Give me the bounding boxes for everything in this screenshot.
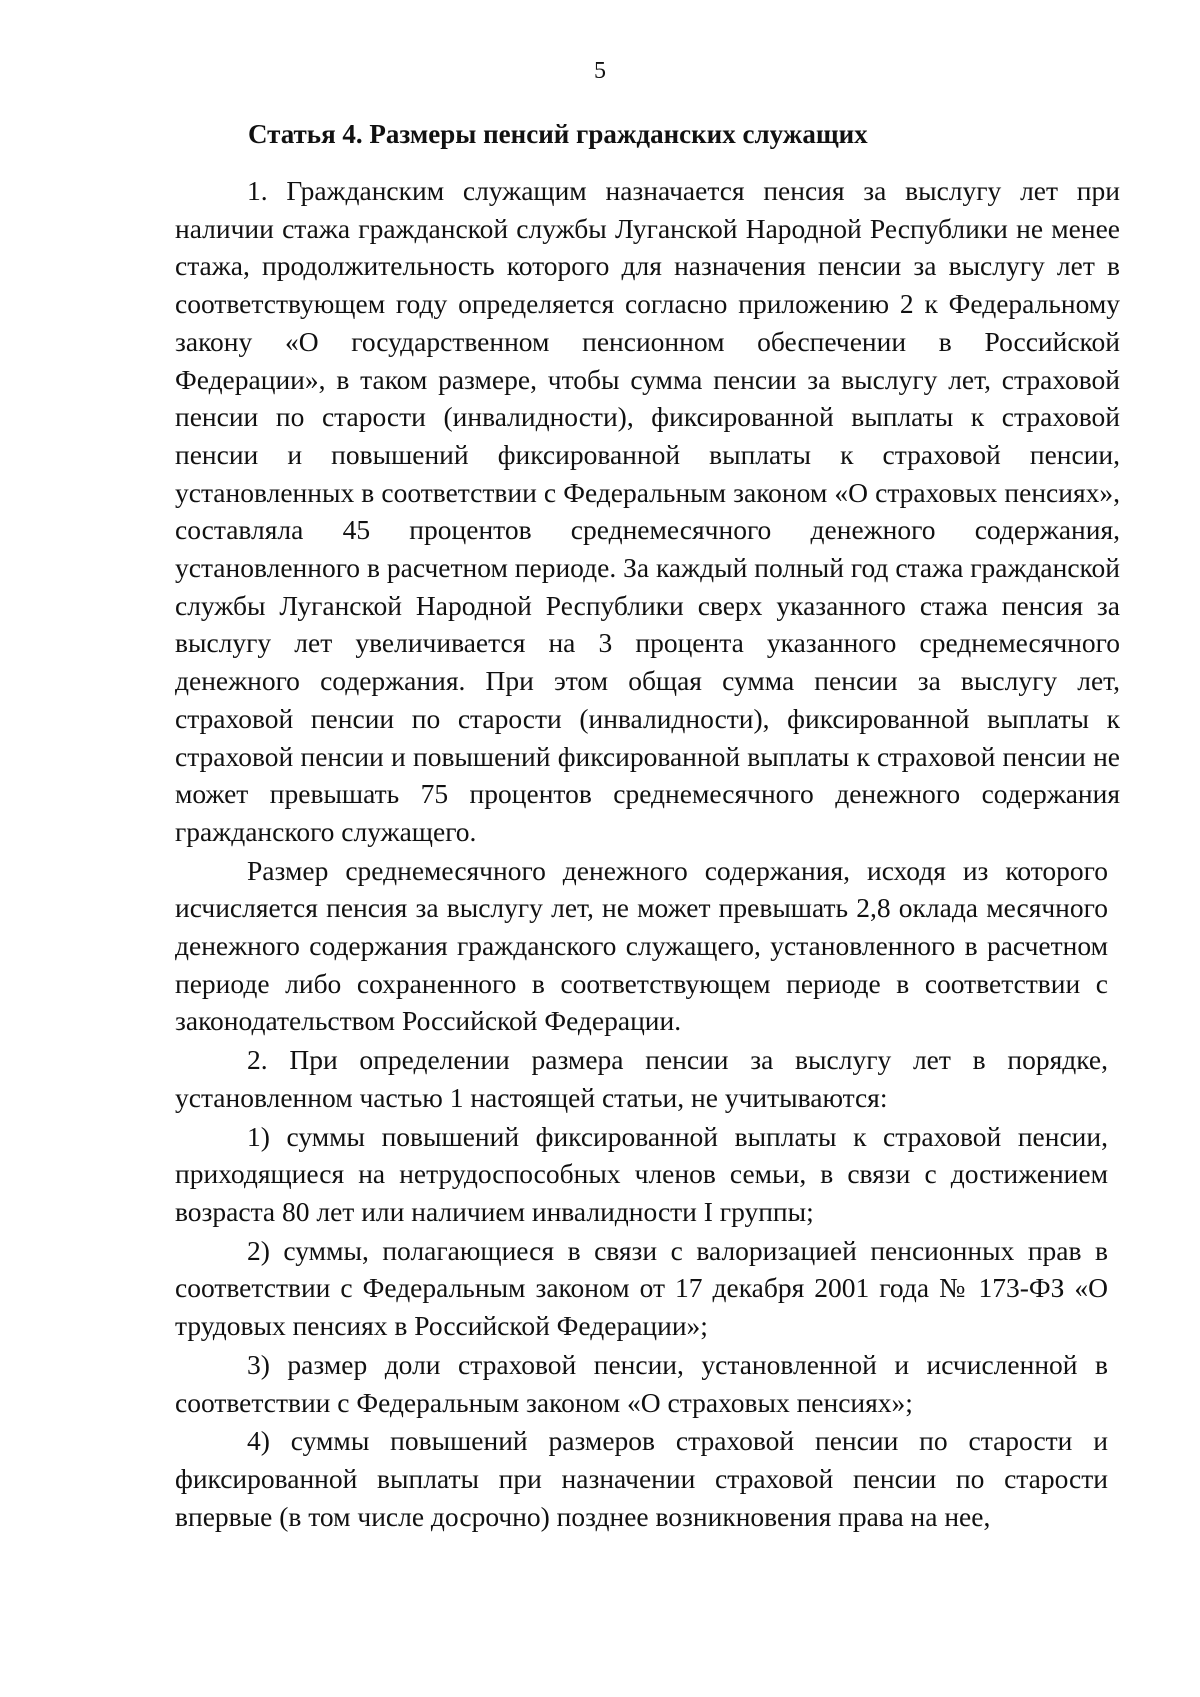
list-item-4: 4) суммы повышений размеров страховой пенсии по старости и фиксированной выплаты при назначении страховой пенсии по старости впервые (в том числе досрочно) позднее возникновения права на нее, (175, 1425, 1108, 1532)
list-item-1: 1) суммы повышений фиксированной выплаты к страховой пенсии, приходящиеся на нетрудоспособных членов семьи, в связи с достижением возраста 80 лет или наличием инвалидности I группы; (175, 1120, 1108, 1227)
paragraph-average-salary: Размер среднемесячного денежного содержания, исходя из которого исчисляется пенсия за выслугу лет, не может превышать 2,8 оклада месячного денежного содержания гражданского служащего, установленного в расчетном периоде либо сохраненного в соответствующем периоде в соответствии с законодательством Российской Федерации. (175, 854, 1108, 1037)
page-number: 5 (594, 58, 606, 84)
paragraph-part-2: 2. При определении размера пенсии за выслугу лет в порядке, установленном частью 1 настоящей статьи, не учитываются: (175, 1044, 1108, 1113)
article-title: Статья 4. Размеры пенсий гражданских служащих (248, 119, 868, 149)
list-item-2: 2) суммы, полагающиеся в связи с валоризацией пенсионных прав в соответствии с Федеральным законом от 17 декабря 2001 года № 173-ФЗ «О трудовых пенсиях в Российской Федерации»; (175, 1234, 1108, 1342)
article-body (175, 172, 1120, 1535)
paragraph-part-1: 1. Гражданским служащим назначается пенсия за выслугу лет при наличии стажа гражданской службы Луганской Народной Республики не менее стажа, продолжительность которого для назначения пенсии за выслугу лет в соответствующем году определяется согласно приложению 2 к Федеральному закону «О государственном пенсионном обеспечении в Российской Федерации», в таком размере, чтобы сумма пенсии за выслугу лет, страховой пенсии по старости (инвалидности), фиксированной выплаты к страховой пенсии и повышений фиксированной выплаты к страховой пенсии, установленных в соответствии с Федеральным законом «О страховых пенсиях», составляла 45 процентов среднемесячного денежного содержания, установленного в расчетном периоде. За каждый полный год стажа гражданской службы Луганской Народной Республики сверх указанного стажа пенсия за выслугу лет увеличивается на 3 процента указанного среднемесячного денежного содержания. При этом общая сумма пенсии за выслугу лет, страховой пенсии по старости (инвалидности), фиксированной выплаты к страховой пенсии и повышений фиксированной выплаты к страховой пенсии не может превышать 75 процентов среднемесячного денежного содержания гражданского служащего. (175, 175, 1120, 847)
list-item-3: 3) размер доли страховой пенсии, установленной и исчисленной в соответствии с Федеральным законом «О страховых пенсиях»; (175, 1348, 1108, 1418)
